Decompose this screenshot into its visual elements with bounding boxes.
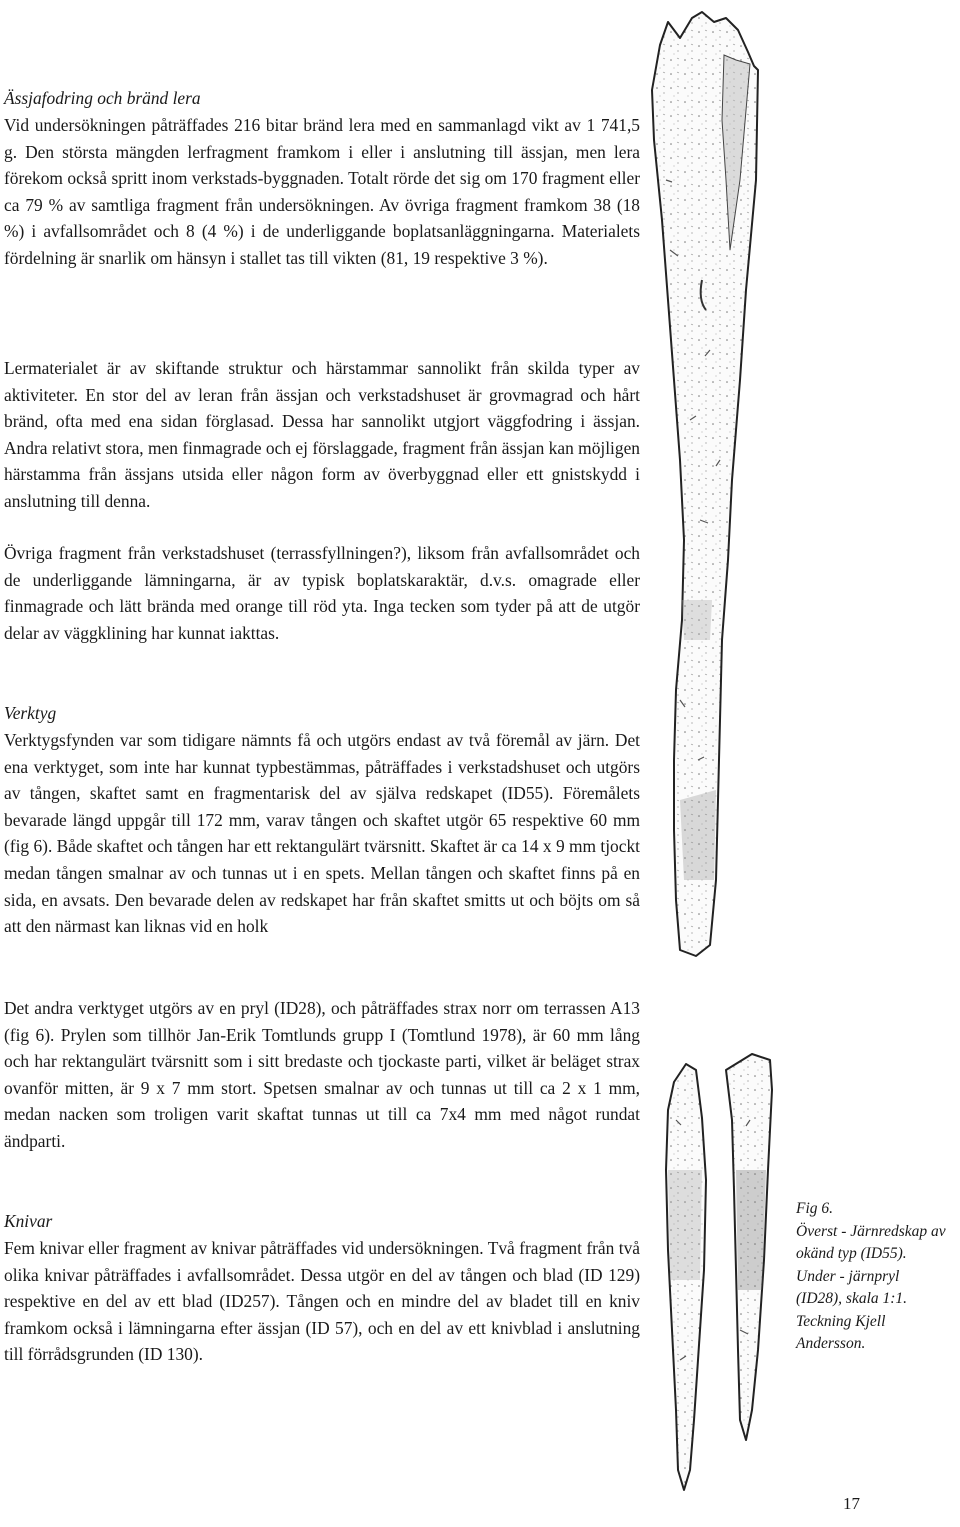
page-number: 17 xyxy=(843,1494,860,1513)
section-heading-verktyg: Verktyg xyxy=(4,703,57,723)
iron-awl-drawing xyxy=(640,1030,800,1500)
caption-line: Andersson. xyxy=(796,1335,866,1352)
caption-line: Överst - Järnredskap av xyxy=(796,1222,946,1240)
paragraph-assja-1: Vid undersökningen påträffades 216 bitar bränd lera med en sammanlagd vikt av 1 741,5 g. Den största mängden lerfragment framkom i eller i anslutning till ässjan, men lera förekom också spritt inom verkstads-byggnaden. Totalt rörde det sig om 170 fragment eller ca 79 % av samtliga fragment från undersökningen. Av övriga fragment framkom 38 (18 %) i avfallsområdet och 8 (4 %) i de underliggande boplatsanläggningarna. Materialets fördelning är snarlik om hänsyn i stallet tas till vikten (81, 19 respektive 3 %). xyxy=(4,115,640,268)
paragraph-verktyg-1: Verktygsfynden var som tidigare nämnts få och utgörs endast av två föremål av järn. Det ena verktyget, som inte har kunnat typbestämmas, påträffades i verkstadshuset och utgörs av tången, skaftet samt en fragmentarisk del av själva redskapet (ID55). Föremålets bevarade längd uppgår till 172 mm, varav tången och skaftet utgör 65 respektive 60 mm (fig 6). Både skaftet och tången har ett rektangulärt tvärsnitt. Skaftet är ca 14 x 9 mm tjockt medan tången smalnar av och tunnas ut i en spets. Mellan tången och skaftet finns på en sida, en avsats. Den bevarade delen av redskapet har från skaftet smitts ut och böjts om så att den närmast kan liknas vid en holk xyxy=(4,730,640,937)
paragraph-assja-3: Övriga fragment från verkstadshuset (terrassfyllningen?), liksom från avfallsområdet och de underliggande lämningarna, är av typisk boplatskaraktär, d.v.s. omagrade eller finmagrade och lätt brända med orange till röd yta. Inga tecken som tyder på att de utgör delar av väggklining har kunnat iakttas. xyxy=(4,543,640,643)
caption-line: (ID28), skala 1:1. xyxy=(796,1290,908,1307)
section-heading-assja: Ässjafodring och bränd lera xyxy=(4,88,201,108)
paragraph-verktyg-2: Det andra verktyget utgörs av en pryl (ID28), och påträffades strax norr om terrassen A13 (fig 6). Prylen som tillhör Jan-Erik Tomtlunds grupp I (Tomtlund 1978), är 60 mm lång och har rektangulärt tvärsnitt som i sitt bredaste och tjockaste parti, vilket är beläget strax ovanför mitten, är 9 x 7 mm stort. Spetsen smalnar av och tunnas ut till ca 2 x 1 mm, medan nacken som troligen varit skaftat tunnas ut till ca 7x4 mm med något rundat ändparti. xyxy=(4,998,640,1151)
iron-tool-drawing xyxy=(640,0,860,960)
caption-line: Under - järnpryl xyxy=(796,1267,900,1285)
paragraph-knivar: Fem knivar eller fragment av knivar påträffades vid undersökningen. Två fragment från två olika knivar påträffades i avfallsområdet. Dessa utgör en del av tången och blad (ID 129) respektive en del av ett blad (ID257). Tången och en mindre del av bladet till en kniv framkom också i lämningarna efter ässjan (ID 57), och en del av ett knivblad i anslutning till förrådsgrunden (ID 130). xyxy=(4,1238,640,1365)
caption-line: okänd typ (ID55). xyxy=(796,1245,907,1262)
section-heading-knivar: Knivar xyxy=(4,1211,53,1231)
caption-line: Fig 6. xyxy=(796,1200,834,1217)
paragraph-assja-2: Lermaterialet är av skiftande struktur och härstammar sannolikt från skilda typer av aktiviteter. En stor del av leran från ässjan och verkstadshuset är grovmagrad och hårt bränd, ofta med ena sidan förglasad. Dessa har sannolikt utgjort väggfodring i ässjan. Andra relativt stora, men finmagrade och ej förslaggade, fragment från ässjan kan möjligen härstamma från ässjans utsida eller någon form av överbyggnad eller ett gnistskydd i anslutning till denna. xyxy=(4,358,640,511)
figure-caption xyxy=(796,1198,960,1356)
caption-line: Teckning Kjell xyxy=(796,1312,886,1330)
